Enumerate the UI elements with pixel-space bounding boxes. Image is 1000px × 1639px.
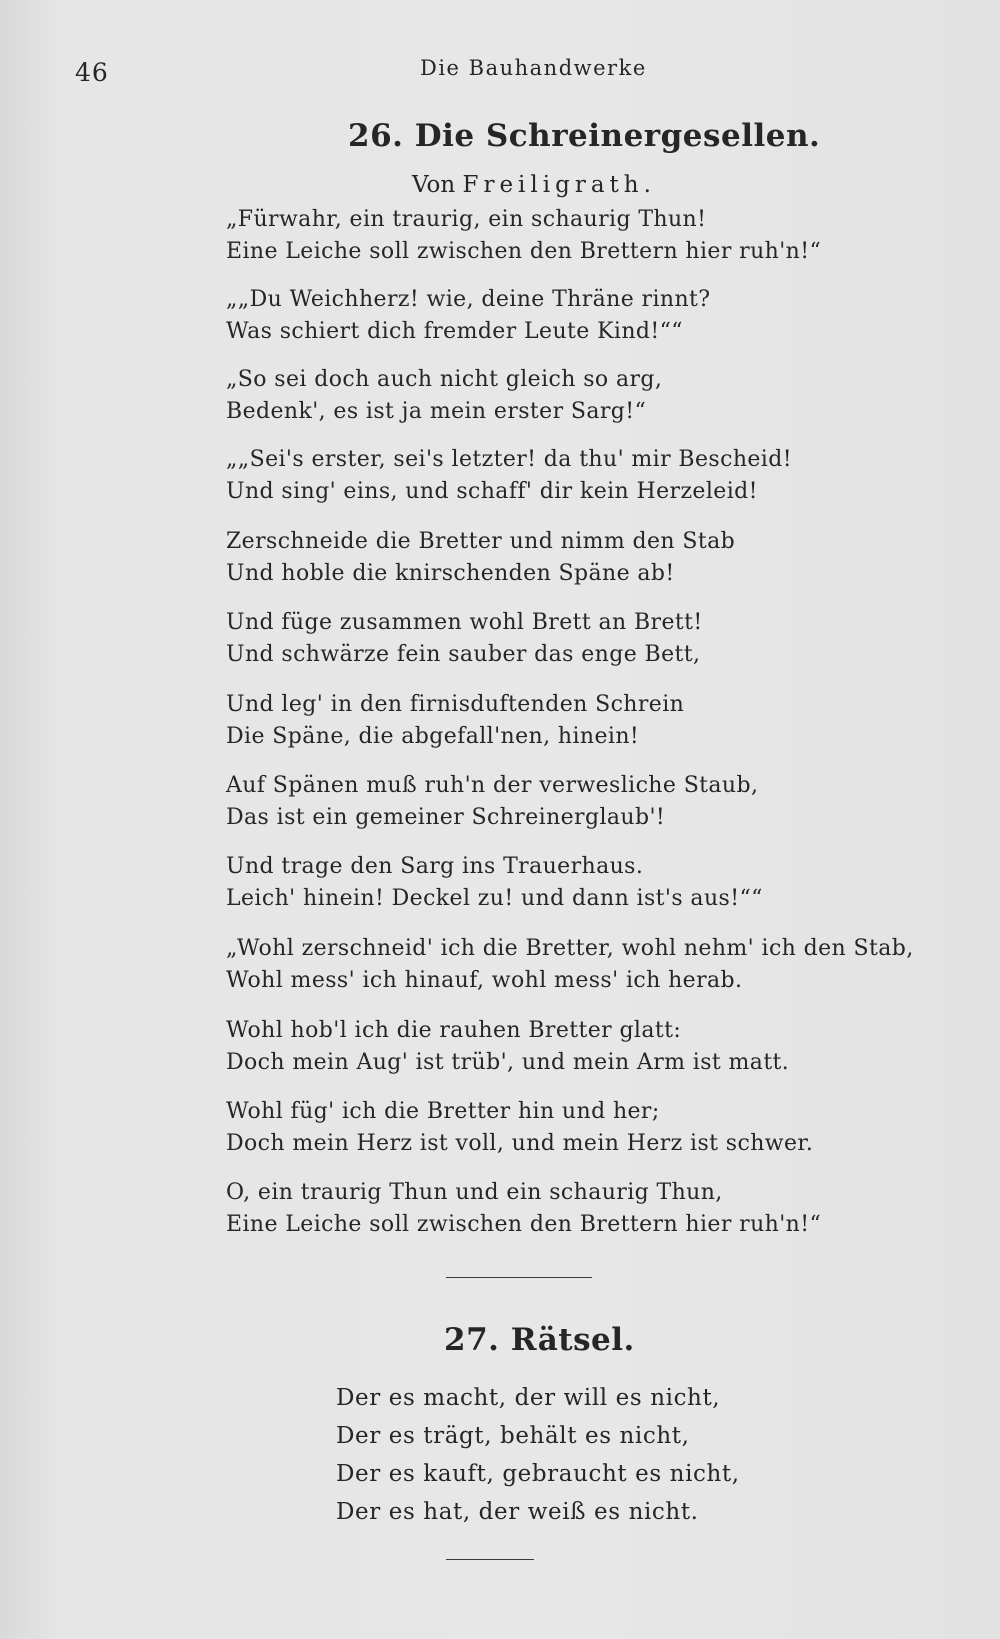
stanza <box>226 1096 813 1160</box>
page-number: 46 <box>75 58 109 87</box>
verse-line: Zerschneide die Bretter und nimm den Stab <box>226 529 736 554</box>
riddle-text <box>336 1379 740 1531</box>
riddle-line: Der es hat, der weiß es nicht. <box>336 1499 699 1525</box>
verse-line: „„Sei's erster, sei's letzter! da thu' mir Bescheid! <box>226 447 792 472</box>
verse-line: Das ist ein gemeiner Schreinerglaub'! <box>226 805 666 830</box>
riddle-27-title: 27. Rätsel. <box>444 1322 635 1358</box>
stanza <box>226 770 758 834</box>
stanza <box>226 851 763 915</box>
running-head: Die Bauhandwerke <box>420 56 647 80</box>
verse-line: Die Späne, die abgefall'nen, hinein! <box>226 724 640 749</box>
stanza <box>226 526 735 590</box>
verse-line: Wohl hob'l ich die rauhen Bretter glatt: <box>226 1018 682 1043</box>
verse-line: Doch mein Aug' ist trüb', und mein Arm ist matt. <box>226 1050 790 1075</box>
poem-26-author <box>412 172 656 198</box>
verse-line: Wohl füg' ich die Bretter hin und her; <box>226 1099 660 1124</box>
author-name: Freiligrath. <box>462 172 656 198</box>
verse-line: Was schiert dich fremder Leute Kind!““ <box>226 319 683 344</box>
verse-line: Wohl mess' ich hinauf, wohl mess' ich herab. <box>226 968 743 993</box>
riddle-line: Der es kauft, gebraucht es nicht, <box>336 1461 740 1487</box>
riddle-line: Der es trägt, behält es nicht, <box>336 1423 690 1449</box>
verse-line: Und trage den Sarg ins Trauerhaus. <box>226 854 644 879</box>
verse-line: „Wohl zerschneid' ich die Bretter, wohl nehm' ich den Stab, <box>226 936 914 961</box>
verse-line: Eine Leiche soll zwischen den Brettern hier ruh'n!“ <box>226 239 822 264</box>
stanza <box>226 689 684 753</box>
verse-line: O, ein traurig Thun und ein schaurig Thun, <box>226 1180 723 1205</box>
verse-line: Doch mein Herz ist voll, und mein Herz ist schwer. <box>226 1131 814 1156</box>
verse-line: Leich' hinein! Deckel zu! und dann ist's aus!““ <box>226 886 763 911</box>
stanza <box>226 284 710 348</box>
stanza <box>226 204 821 268</box>
riddle-line: Der es macht, der will es nicht, <box>336 1385 721 1411</box>
verse-line: Eine Leiche soll zwischen den Brettern hier ruh'n!“ <box>226 1212 822 1237</box>
verse-line: Und sing' eins, und schaff' dir kein Herzeleid! <box>226 479 758 504</box>
verse-line: Und schwärze fein sauber das enge Bett, <box>226 642 701 667</box>
stanza <box>226 444 792 508</box>
stanza <box>226 1015 789 1079</box>
verse-line: Bedenk', es ist ja mein erster Sarg!“ <box>226 399 647 424</box>
stanza <box>226 607 703 671</box>
verse-line: Und leg' in den firnisduftenden Schrein <box>226 692 685 717</box>
stanza <box>226 933 914 997</box>
stanza <box>226 1177 821 1241</box>
verse-line: Und füge zusammen wohl Brett an Brett! <box>226 610 703 635</box>
end-divider <box>446 1559 534 1560</box>
verse-line: „So sei doch auch nicht gleich so arg, <box>226 367 663 392</box>
author-prefix: Von <box>412 172 456 198</box>
poem-26-title: 26. Die Schreinergesellen. <box>348 118 821 154</box>
stanza <box>226 364 662 428</box>
section-divider <box>446 1277 592 1278</box>
verse-line: Und hoble die knirschenden Späne ab! <box>226 561 675 586</box>
verse-line: Auf Spänen muß ruh'n der verwesliche Staub, <box>226 773 759 798</box>
verse-line: „„Du Weichherz! wie, deine Thräne rinnt? <box>226 287 711 312</box>
verse-line: „Fürwahr, ein traurig, ein schaurig Thun! <box>226 207 707 232</box>
